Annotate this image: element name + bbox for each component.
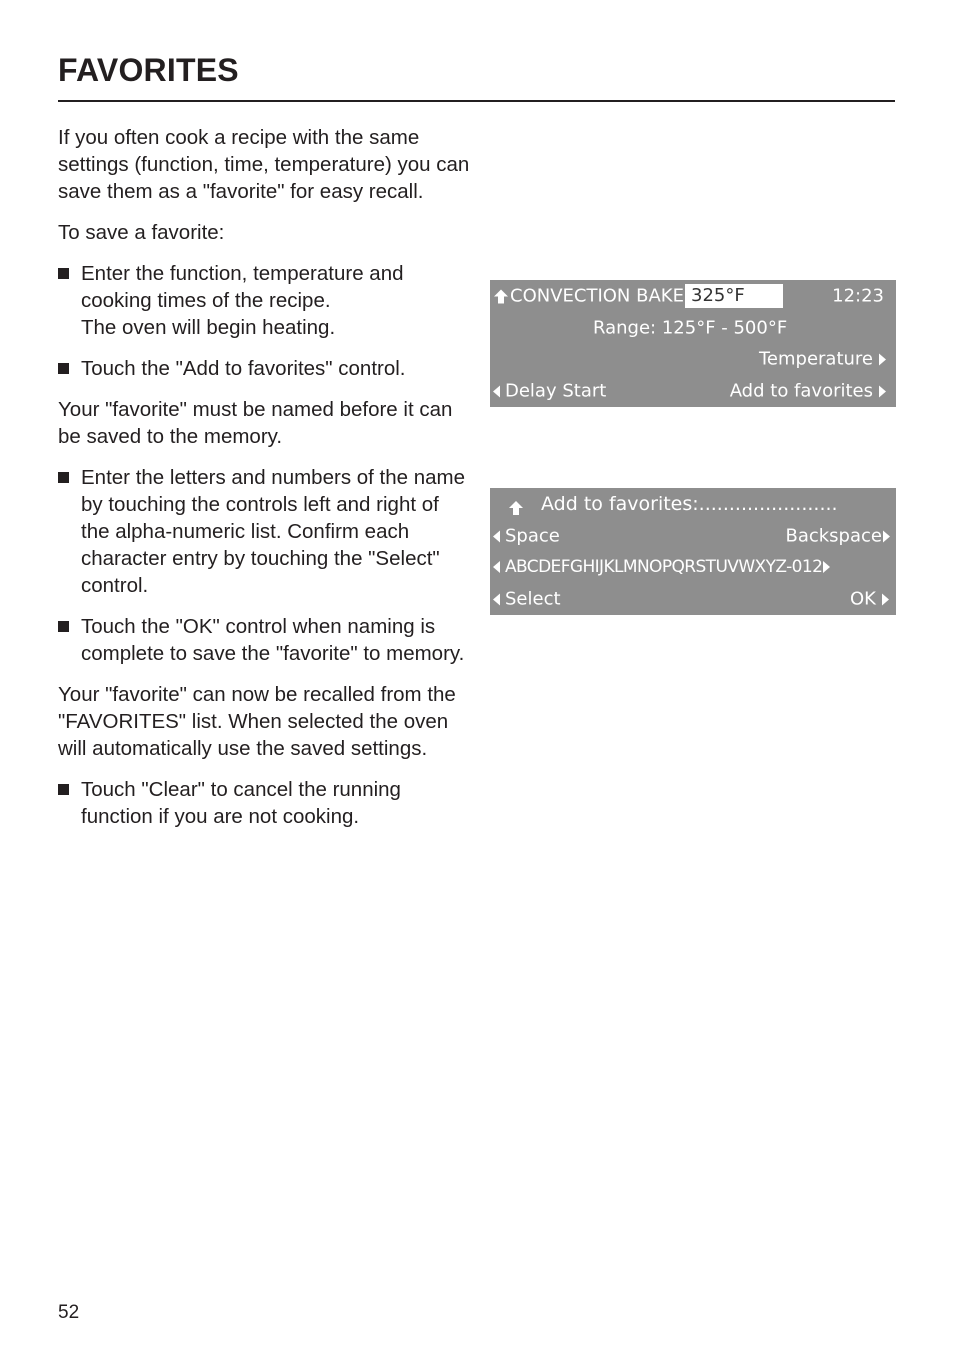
delay-start-control[interactable] [493, 381, 606, 402]
title-divider [58, 100, 895, 102]
triangle-left-icon [493, 530, 500, 542]
triangle-left-icon [493, 594, 500, 606]
temperature-control[interactable] [759, 349, 886, 370]
bullet-ok [58, 613, 473, 667]
triangle-right-icon [879, 354, 886, 366]
bullet-text: Touch the "Add to favorites" control. [81, 357, 406, 380]
display-status-row [490, 280, 896, 312]
to-save-heading: To save a favorite: [58, 221, 225, 244]
up-arrow-icon[interactable] [509, 501, 523, 515]
select-control[interactable] [493, 589, 561, 610]
triangle-right-icon [879, 386, 886, 398]
alphanumeric-characters: ABCDEFGHIJKLMNOPQRSTUVWXYZ-012 [505, 557, 823, 578]
intro-paragraph: If you often cook a recipe with the same settings (function, time, temperature) you can save them as a "favorite" for easy recall. [58, 126, 470, 203]
naming-note: Your "favorite" must be named before it can be saved to the memory. [58, 398, 453, 448]
bullet-text-secondary: The oven will begin heating. [81, 316, 336, 339]
add-to-favorites-control[interactable] [730, 381, 886, 402]
space-label: Space [505, 525, 560, 547]
oven-display-convection [490, 280, 896, 407]
ok-label: OK [850, 588, 876, 610]
backspace-control[interactable] [785, 525, 890, 546]
add-to-favorites-title: Add to favorites:....................... [541, 492, 838, 515]
triangle-right-icon [883, 530, 890, 542]
bullet-enter-name [58, 464, 473, 599]
triangle-right-icon [823, 561, 830, 573]
triangle-right-icon [882, 594, 889, 606]
backspace-label: Backspace [785, 525, 882, 547]
up-arrow-icon [494, 289, 508, 303]
select-label: Select [505, 588, 561, 610]
display-bottom-row [490, 375, 896, 407]
bullet-enter-settings [58, 260, 473, 341]
add-to-favorites-label: Add to favorites [729, 380, 873, 402]
bullet-text: Touch the "OK" control when naming is complete to save the "favorite" to memory. [81, 615, 465, 665]
bullet-text: Enter the function, temperature and cooking times of the recipe. [81, 262, 404, 312]
bullet-text: Touch "Clear" to cancel the running function if you are not cooking. [81, 778, 401, 828]
temperature-value-box: 325°F [685, 284, 783, 308]
instructions-column [58, 124, 473, 844]
ok-control[interactable] [850, 589, 889, 610]
page-number: 52 [58, 1302, 80, 1323]
display-select-row [490, 583, 896, 615]
triangle-left-icon [493, 561, 500, 573]
temperature-label: Temperature [758, 348, 873, 370]
space-control[interactable] [493, 525, 560, 546]
bullet-text: Enter the letters and numbers of the name by touching the controls left and right of the alpha-numeric list. Confirm each character entry by touching the "Select" control. [81, 466, 466, 597]
display-temperature-row [490, 344, 896, 376]
clock-time: 12:23 [832, 285, 884, 307]
alphanumeric-list[interactable] [493, 557, 830, 577]
display-alphabet-row [490, 552, 896, 584]
page-title: FAVORITES [58, 52, 239, 88]
bullet-add-to-favorites [58, 355, 473, 382]
display-space-row [490, 520, 896, 552]
temperature-range: Range: 125°F - 500°F [593, 317, 788, 339]
display-range-row [490, 312, 896, 344]
recall-note: Your "favorite" can now be recalled from the "FAVORITES" list. When selected the oven will automatically use the saved settings. [58, 683, 456, 760]
back-control[interactable] [494, 285, 684, 306]
delay-start-label: Delay Start [505, 380, 607, 402]
bullet-clear [58, 776, 473, 830]
oven-display-favorites-name [490, 488, 896, 615]
display-title-row [490, 488, 896, 520]
function-name: CONVECTION BAKE [510, 285, 684, 307]
triangle-left-icon [493, 386, 500, 398]
